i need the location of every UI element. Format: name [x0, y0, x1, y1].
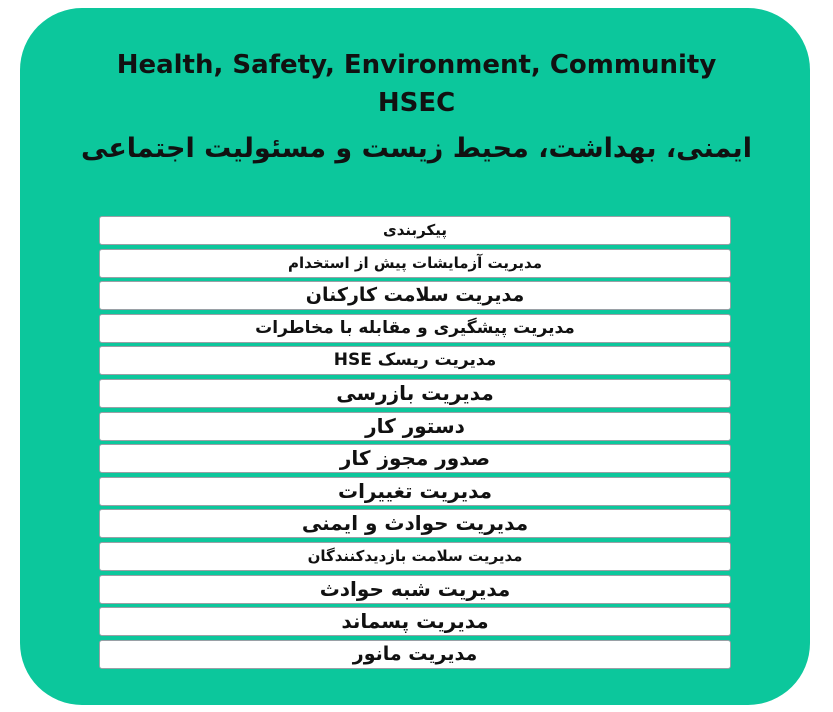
- title-english: Health, Safety, Environment, Community: [116, 50, 717, 80]
- module-item-configuration[interactable]: پیکربندی: [99, 216, 731, 245]
- title-abbreviation: HSEC: [377, 88, 456, 118]
- module-item-drill-management[interactable]: مدیریت مانور: [99, 640, 731, 669]
- module-item-work-order[interactable]: دستور کار: [99, 412, 731, 441]
- module-item-hazard-prevention[interactable]: مدیریت پیشگیری و مقابله با مخاطرات: [99, 314, 731, 343]
- module-item-inspection[interactable]: مدیریت بازرسی: [99, 379, 731, 408]
- module-item-work-permit[interactable]: صدور مجوز کار: [99, 444, 731, 473]
- module-item-pre-employment-tests[interactable]: مدیریت آزمایشات پیش از استخدام: [99, 249, 731, 278]
- module-item-change-management[interactable]: مدیریت تغییرات: [99, 477, 731, 506]
- title-persian: ایمنی، بهداشت، محیط زیست و مسئولیت اجتماعی: [81, 133, 752, 164]
- module-item-employee-health[interactable]: مدیریت سلامت کارکنان: [99, 281, 731, 310]
- module-list: [99, 216, 731, 672]
- module-item-visitor-health[interactable]: مدیریت سلامت بازدیدکنندگان: [99, 542, 731, 571]
- module-item-hse-risk[interactable]: مدیریت ریسک HSE: [99, 346, 731, 375]
- module-item-near-miss[interactable]: مدیریت شبه حوادث: [99, 575, 731, 604]
- module-item-waste-management[interactable]: مدیریت پسماند: [99, 607, 731, 636]
- module-item-incidents-safety[interactable]: مدیریت حوادث و ایمنی: [99, 509, 731, 538]
